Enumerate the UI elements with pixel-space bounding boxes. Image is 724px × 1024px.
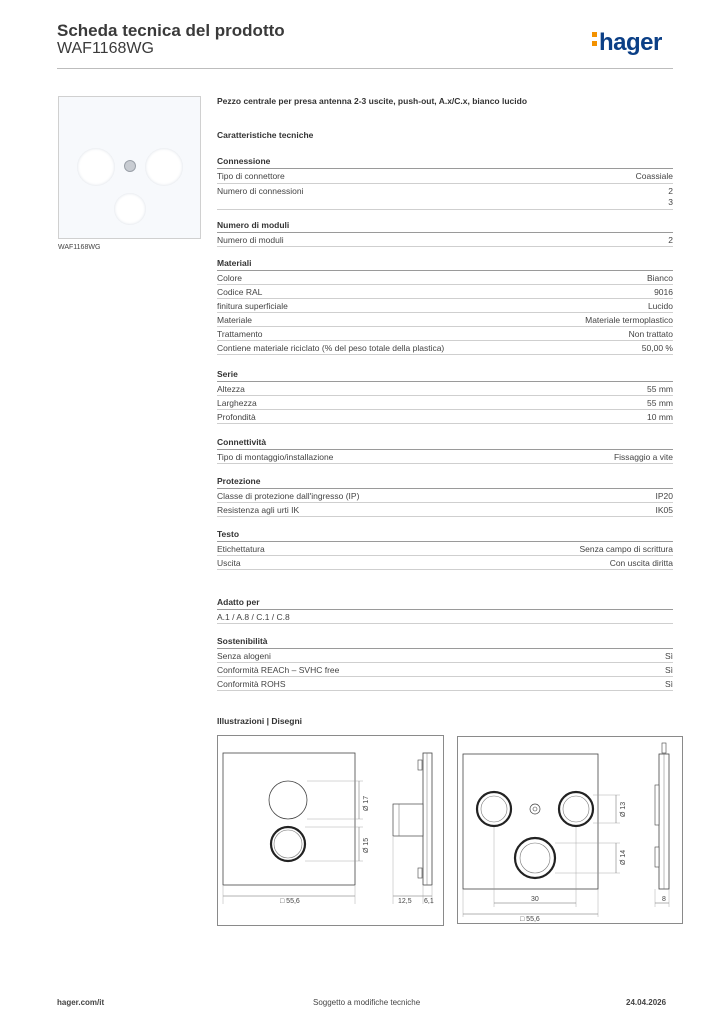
spec-row (217, 184, 673, 210)
dim-30: 30 (531, 896, 539, 903)
logo-text: hager (599, 29, 662, 56)
drawing-2-svg (458, 737, 682, 923)
spec-row (217, 542, 673, 556)
spec-label: Senza alogeni (217, 651, 271, 661)
spec-section-testo (217, 529, 673, 570)
spec-value: Materiale termoplastico (585, 315, 673, 325)
spec-value: 2 (668, 235, 673, 245)
spec-value: Sì (664, 665, 673, 675)
spec-label: Larghezza (217, 398, 257, 408)
spec-value: Lucido (647, 301, 673, 311)
spec-row (217, 396, 673, 410)
spec-row (217, 649, 673, 663)
dim-d14: Ø 14 (620, 849, 627, 865)
spec-section-sostenibilita (217, 636, 673, 691)
spec-value: Sì (664, 679, 673, 689)
spec-label: Classe di protezione dall'ingresso (IP) (217, 491, 360, 501)
dim-depth-b: 6,1 (424, 898, 434, 905)
spec-section-connessione (217, 156, 673, 210)
spec-row (217, 489, 673, 503)
spec-label: Colore (217, 273, 243, 283)
spec-row (217, 299, 673, 313)
spec-label: Uscita (217, 558, 241, 568)
technical-drawing-1 (217, 735, 444, 926)
spec-row (217, 503, 673, 517)
spec-value: 3 (668, 197, 673, 207)
spec-label: Tipo di montaggio/installazione (217, 452, 334, 462)
port-circle-right (145, 148, 183, 186)
header-divider (57, 68, 673, 69)
spec-value: 50,00 % (641, 343, 673, 353)
logo-mark-icon (592, 32, 598, 48)
dim-d13: Ø 13 (620, 801, 627, 817)
spec-row (217, 341, 673, 355)
spec-label: Codice RAL (217, 287, 263, 297)
section-title: Connessione (217, 156, 673, 169)
section-title: Numero di moduli (217, 220, 673, 233)
section-title: Materiali (217, 258, 673, 271)
port-circle-bottom (114, 193, 146, 225)
spec-value: Fissaggio a vite (613, 452, 673, 462)
spec-value: IK05 (655, 505, 673, 515)
spec-section-moduli (217, 220, 673, 247)
product-code: WAF1168WG (57, 40, 154, 57)
spec-row (217, 677, 673, 691)
footer-date: 24.04.2026 (626, 998, 667, 1007)
spec-label: Conformità ROHS (217, 679, 286, 689)
spec-row (217, 410, 673, 424)
technical-drawing-2 (457, 736, 683, 924)
spec-label: Numero di connessioni (217, 186, 304, 196)
section-title: Sostenibilità (217, 636, 673, 649)
hager-logo (592, 29, 662, 57)
spec-value: Bianco (647, 273, 673, 283)
spec-row (217, 313, 673, 327)
dim-width: □ 55,6 (280, 898, 300, 905)
spec-section-protezione (217, 476, 673, 517)
product-image-caption: WAF1168WG (58, 244, 101, 251)
section-title: Protezione (217, 476, 673, 489)
spec-row (217, 556, 673, 570)
page-title: Scheda tecnica del prodotto (57, 21, 285, 40)
spec-value: Con uscita diritta (609, 558, 673, 568)
illustrations-title: Illustrazioni | Disegni (217, 716, 303, 726)
spec-row (217, 285, 673, 299)
spec-label: Trattamento (217, 329, 263, 339)
section-title: Testo (217, 529, 673, 542)
footer-website: hager.com/it (57, 998, 105, 1007)
spec-section-connettivita (217, 437, 673, 464)
spec-label: Tipo di connettore (217, 171, 285, 181)
spec-value: 10 mm (647, 412, 673, 422)
spec-row (217, 233, 673, 247)
dim-width: □ 55,6 (520, 916, 540, 923)
product-description: Pezzo centrale per presa antenna 2-3 uscite, push-out, A.x/C.x, bianco lucido (217, 96, 528, 106)
drawing-1-svg (218, 736, 443, 925)
spec-section-materiali (217, 258, 673, 355)
footer-note: Soggetto a modifiche tecniche (313, 998, 421, 1007)
spec-value: 2 (668, 186, 673, 196)
dim-d15: Ø 15 (363, 837, 370, 853)
section-title: Connettività (217, 437, 673, 450)
spec-value: IP20 (655, 491, 673, 501)
spec-label: Etichettatura (217, 544, 265, 554)
spec-value: Senza campo di scrittura (579, 544, 673, 554)
spec-label: Materiale (217, 315, 252, 325)
spec-value: 55 mm (647, 398, 673, 408)
spec-label: Numero di moduli (217, 235, 284, 245)
section-title: Adatto per (217, 597, 673, 610)
spec-value: Non trattato (628, 329, 673, 339)
spec-row (217, 382, 673, 396)
spec-value: Coassiale (635, 171, 673, 181)
spec-label: A.1 / A.8 / C.1 / C.8 (217, 612, 290, 622)
spec-section-serie (217, 369, 673, 424)
screw-icon (124, 160, 136, 172)
spec-label: Resistenza agli urti IK (217, 505, 300, 515)
spec-value: 9016 (654, 287, 673, 297)
spec-row (217, 450, 673, 464)
spec-value: 55 mm (647, 384, 673, 394)
spec-label: Conformità REACh – SVHC free (217, 665, 340, 675)
spec-row (217, 663, 673, 677)
spec-row (217, 169, 673, 184)
spec-value: Sì (664, 651, 673, 661)
spec-label: Profondità (217, 412, 256, 422)
spec-row (217, 271, 673, 285)
spec-row (217, 610, 673, 624)
dim-d17: Ø 17 (363, 795, 370, 811)
spec-label: finitura superficiale (217, 301, 288, 311)
product-image (58, 96, 201, 239)
spec-section-adatto-per (217, 597, 673, 624)
spec-row (217, 327, 673, 341)
dim-depth: 8 (662, 896, 666, 903)
characteristics-title: Caratteristiche tecniche (217, 130, 314, 140)
spec-label: Altezza (217, 384, 245, 394)
spec-label: Contiene materiale riciclato (% del peso totale della plastica) (217, 343, 445, 353)
section-title: Serie (217, 369, 673, 382)
dim-depth-a: 12,5 (398, 898, 412, 905)
port-circle-left (77, 148, 115, 186)
